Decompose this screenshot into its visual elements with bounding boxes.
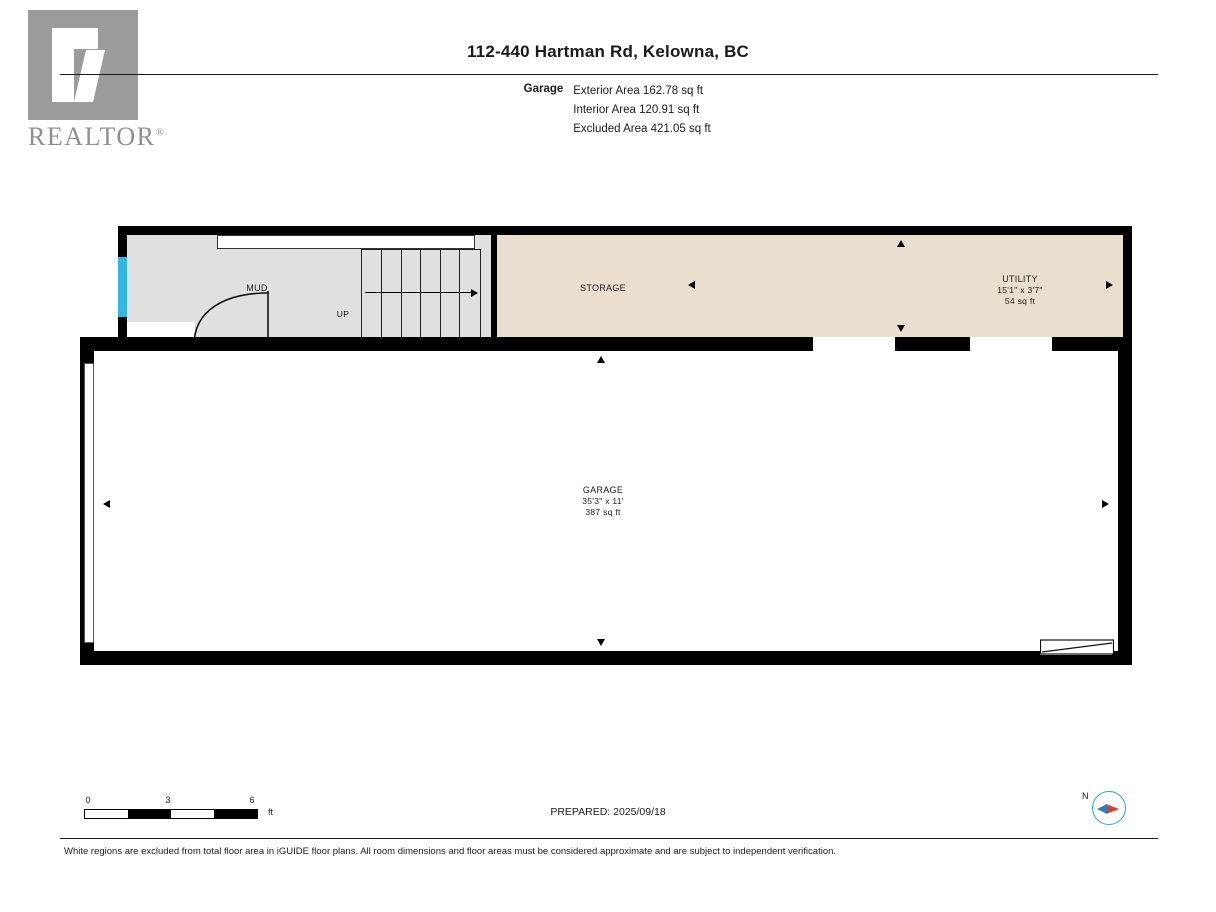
dim-arrow-garage-up-icon xyxy=(597,356,605,363)
room-label-garage xyxy=(548,485,658,518)
area-summary-rows xyxy=(573,82,710,139)
compass-needle-red-icon xyxy=(1106,804,1119,814)
wall-garage-right xyxy=(1118,337,1132,665)
window-mud xyxy=(118,257,127,317)
garage-overhead-door-symbol xyxy=(1040,639,1114,657)
wall-stub-left xyxy=(80,337,190,351)
prepared-date: PREPARED: 2025/09/18 xyxy=(550,806,666,818)
compass-rose xyxy=(1082,785,1130,829)
wall-upper-top xyxy=(118,226,1132,235)
stairs-up-label: UP xyxy=(336,309,350,319)
wall-garage-bottom xyxy=(80,651,1132,665)
room-name-utility: UTILITY xyxy=(1002,274,1038,284)
realtor-logo-word: REALTOR xyxy=(28,122,156,151)
room-name-mud: MUD xyxy=(246,283,268,293)
stairs xyxy=(361,249,481,339)
room-label-utility xyxy=(965,274,1075,307)
stairs-direction-arrow-icon xyxy=(471,289,478,297)
scale-tick: 0 xyxy=(85,795,91,805)
stairs-direction-line xyxy=(365,292,473,293)
wall-mud-storage xyxy=(491,226,497,344)
trademark-symbol: ® xyxy=(155,126,166,139)
area-summary-row: Exterior Area 162.78 sq ft xyxy=(573,85,704,97)
dim-arrow-storage-down-icon xyxy=(897,325,905,332)
room-label-mud xyxy=(222,283,292,294)
room-dimensions-utility: 15'1" x 3'7" xyxy=(997,285,1043,295)
room-area-utility: 54 sq ft xyxy=(1004,296,1036,306)
compass-north-label: N xyxy=(1082,791,1089,801)
room-name-storage: STORAGE xyxy=(580,283,626,293)
header-divider xyxy=(60,74,1158,75)
dim-arrow-storage-left-icon xyxy=(688,281,695,289)
page-title: 112-440 Hartman Rd, Kelowna, BC xyxy=(466,42,750,61)
scale-unit: ft xyxy=(268,807,274,817)
dim-arrow-utility-right-icon xyxy=(1106,281,1113,289)
scale-tick: 6 xyxy=(249,795,255,805)
room-name-garage: GARAGE xyxy=(582,485,624,495)
dim-arrow-storage-up-icon xyxy=(897,240,905,247)
room-label-storage xyxy=(558,283,648,294)
disclaimer-text: White regions are excluded from total floor area in iGUIDE floor plans. All room dimensions and floor areas must be considered approximate and are subject to independent verification. xyxy=(64,846,837,857)
wall-upper-right xyxy=(1123,226,1132,344)
dim-arrow-garage-down-icon xyxy=(597,639,605,646)
window-garage-left xyxy=(84,363,94,643)
dim-arrow-garage-right-icon xyxy=(1102,500,1109,508)
scale-tick: 3 xyxy=(165,795,171,805)
area-summary-row: Excluded Area 421.05 sq ft xyxy=(573,123,711,135)
room-area-garage: 387 sq ft xyxy=(585,507,621,517)
compass-needle-blue-icon xyxy=(1097,804,1107,814)
mud-closet xyxy=(217,235,475,249)
room-dimensions-garage: 35'3" x 11' xyxy=(582,496,624,506)
floor-plan xyxy=(80,215,1140,690)
dim-arrow-garage-left-icon xyxy=(103,500,110,508)
area-summary xyxy=(0,82,1216,139)
area-summary-row: Interior Area 120.91 sq ft xyxy=(573,104,700,116)
area-summary-label: Garage xyxy=(523,83,564,95)
footer-divider xyxy=(60,838,1158,839)
